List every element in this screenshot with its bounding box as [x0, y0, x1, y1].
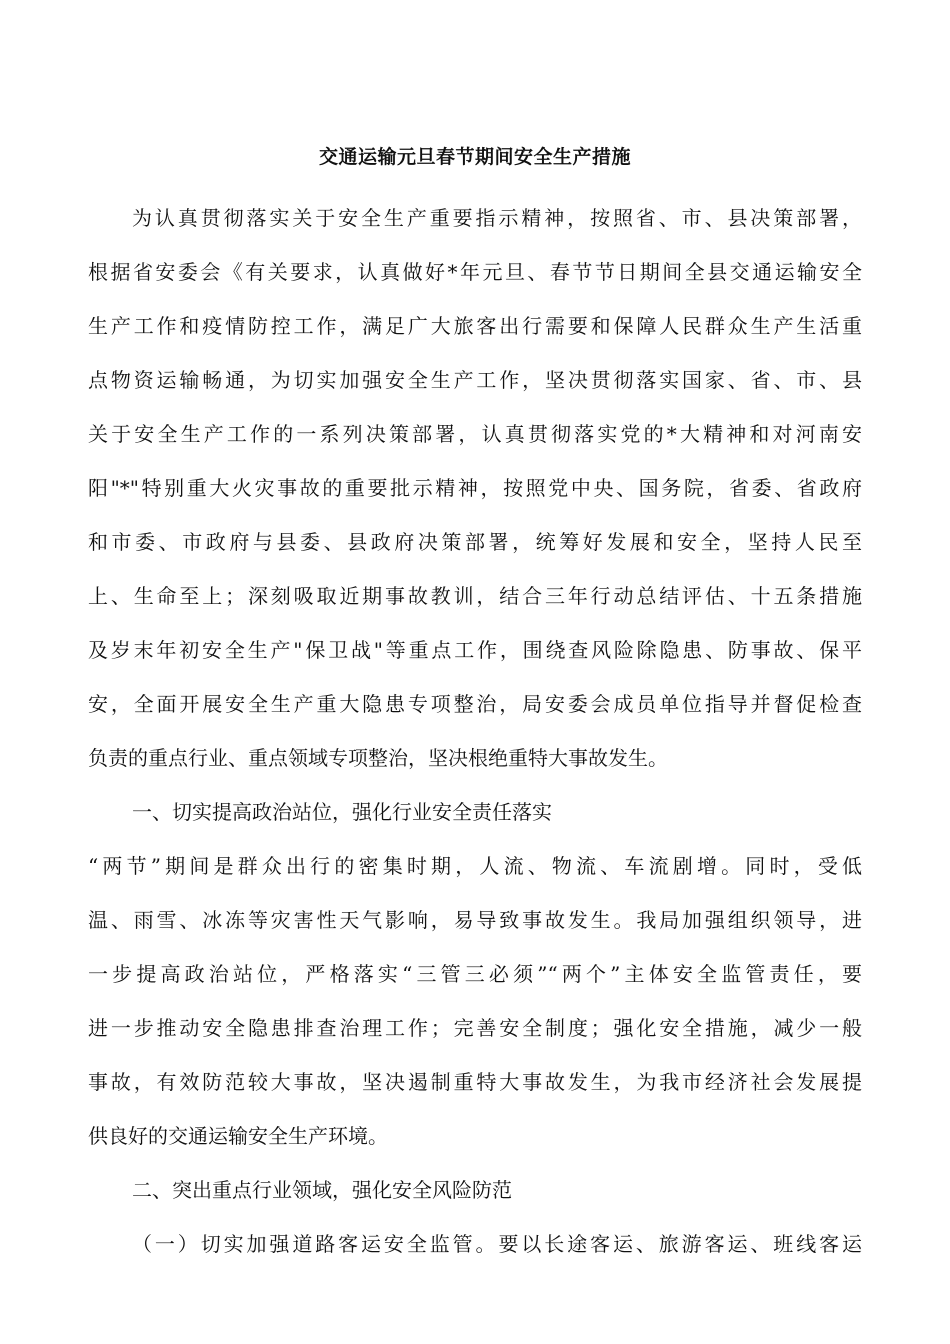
paragraph-2-line-1: “两节”期间是群众出行的密集时期，人流、物流、车流剧增。同时，受低	[88, 854, 862, 878]
paragraph-1-line-3: 生产工作和疫情防控工作，满足广大旅客出行需要和保障人民群众生产生活重	[88, 314, 862, 338]
paragraph-2-line-6: 供良好的交通运输安全生产环境。	[88, 1124, 388, 1148]
paragraph-1-line-11: 负责的重点行业、重点领域专项整治，坚决根绝重特大事故发生。	[88, 746, 668, 770]
paragraph-1-line-10: 安，全面开展安全生产重大隐患专项整治，局安委会成员单位指导并督促检查	[88, 692, 862, 716]
paragraph-1-line-2: 根据省安委会《有关要求，认真做好*年元旦、春节节日期间全县交通运输安全	[88, 260, 862, 284]
paragraph-1-line-4: 点物资运输畅通，为切实加强安全生产工作，坚决贯彻落实国家、省、市、县	[88, 368, 862, 392]
paragraph-2-line-2: 温、雨雪、冰冻等灾害性天气影响，易导致事故发生。我局加强组织领导，进	[88, 908, 862, 932]
section-heading-2: 二、突出重点行业领域，强化安全风险防范	[132, 1178, 512, 1202]
paragraph-1-line-1: 为认真贯彻落实关于安全生产重要指示精神，按照省、市、县决策部署，	[132, 206, 862, 230]
paragraph-3-line-1: （一）切实加强道路客运安全监管。要以长途客运、旅游客运、班线客运	[132, 1232, 862, 1256]
section-heading-1: 一、切实提高政治站位，强化行业安全责任落实	[132, 800, 552, 824]
paragraph-1-line-8: 上、生命至上；深刻吸取近期事故教训，结合三年行动总结评估、十五条措施	[88, 584, 862, 608]
paragraph-1-line-9: 及岁末年初安全生产"保卫战"等重点工作，围绕查风险除隐患、防事故、保平	[88, 638, 862, 662]
paragraph-1-line-7: 和市委、市政府与县委、县政府决策部署，统筹好发展和安全，坚持人民至	[88, 530, 862, 554]
document-title: 交通运输元旦春节期间安全生产措施	[318, 146, 631, 168]
paragraph-1-line-5: 关于安全生产工作的一系列决策部署，认真贯彻落实党的*大精神和对河南安	[88, 422, 862, 446]
document-body	[88, 191, 862, 1271]
paragraph-2-line-5: 事故，有效防范较大事故，坚决遏制重特大事故发生，为我市经济社会发展提	[88, 1070, 862, 1094]
paragraph-2-line-4: 进一步推动安全隐患排查治理工作；完善安全制度；强化安全措施，减少一般	[88, 1016, 862, 1040]
paragraph-1-line-6: 阳"*"特别重大火灾事故的重要批示精神，按照党中央、国务院，省委、省政府	[88, 476, 862, 500]
paragraph-2-line-3: 一步提高政治站位，严格落实“三管三必须”“两个”主体安全监管责任，要	[88, 962, 862, 986]
